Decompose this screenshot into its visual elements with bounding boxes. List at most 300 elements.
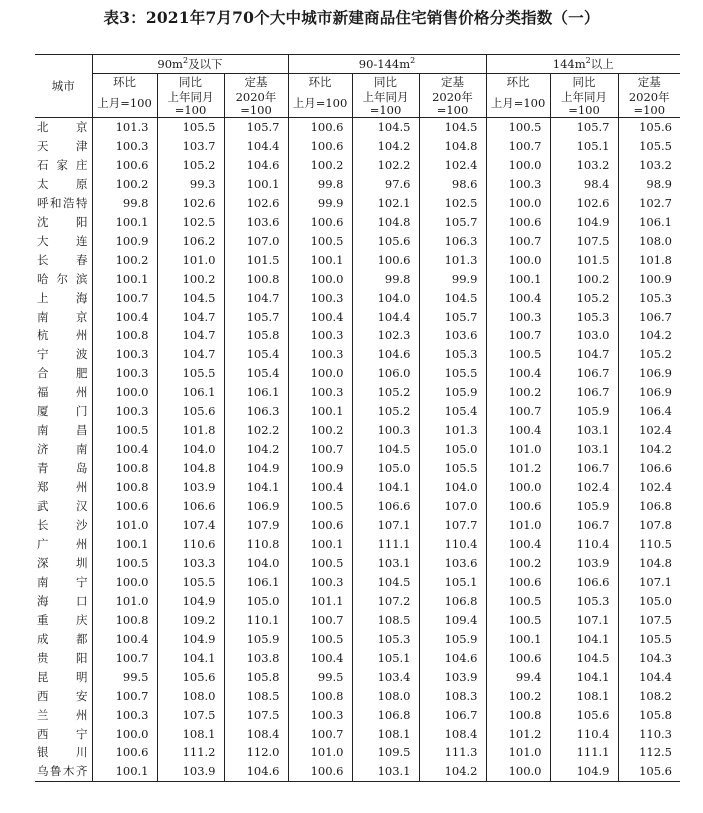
value-cell: 104.8 [618,554,680,573]
table-row [35,573,680,592]
value-cell: 105.7 [419,308,486,327]
base-header [618,90,680,118]
value-cell: 103.9 [550,554,618,573]
value-cell: 108.5 [224,687,288,706]
city-cell: 南宁 [37,574,88,589]
value-cell: 110.1 [224,611,288,630]
table-title: 表3：2021年7月70个大中城市新建商品住宅销售价格分类指数（一） [103,8,600,27]
value-cell: 100.1 [92,535,157,554]
value-cell: 105.6 [157,668,224,687]
base-header-line2: =100 [633,102,666,117]
value-cell: 102.3 [352,326,419,345]
value-cell: 98.9 [618,175,680,194]
value-cell: 106.7 [550,364,618,383]
value-cell: 111.1 [550,743,618,762]
table-row [35,706,680,725]
city-cell: 乌鲁木齐 [35,762,92,781]
value-cell: 100.3 [288,289,352,308]
value-cell: 105.8 [618,706,680,725]
city-cell: 西宁 [37,726,88,741]
table-row [35,270,680,289]
value-cell: 108.1 [550,687,618,706]
value-cell: 100.3 [92,364,157,383]
value-cell: 107.0 [419,497,486,516]
city-header: 城市 [35,54,92,118]
value-cell: 105.5 [419,459,486,478]
value-cell: 99.5 [92,668,157,687]
value-cell: 106.1 [618,213,680,232]
value-cell: 100.8 [92,459,157,478]
city-cell: 昆明 [37,669,88,684]
value-cell: 110.4 [419,535,486,554]
value-cell: 104.2 [419,762,486,781]
value-cell: 105.1 [550,137,618,156]
value-cell: 100.1 [92,270,157,289]
value-cell: 100.0 [288,364,352,383]
city-cell: 太原 [37,176,88,191]
value-cell: 100.6 [486,649,550,668]
value-cell: 100.7 [288,440,352,459]
value-cell: 100.7 [92,289,157,308]
value-cell: 105.6 [157,402,224,421]
value-cell: 104.5 [157,289,224,308]
table-row [35,137,680,156]
value-cell: 100.8 [92,478,157,497]
value-cell: 110.3 [618,725,680,744]
value-cell: 105.4 [419,402,486,421]
table-row [35,289,680,308]
value-cell: 100.2 [157,270,224,289]
value-cell: 100.1 [224,175,288,194]
sub-header: 同比 [550,74,618,91]
value-cell: 100.8 [288,687,352,706]
city-cell: 沈阳 [37,214,88,229]
value-cell: 104.9 [550,762,618,781]
value-cell: 100.6 [92,156,157,175]
value-cell: 107.0 [224,232,288,251]
sub-header: 环比 [288,74,352,91]
table-row [35,326,680,345]
value-cell: 101.0 [486,743,550,762]
value-cell: 100.0 [92,725,157,744]
city-cell: 上海 [37,290,88,305]
value-cell: 100.8 [486,706,550,725]
value-cell: 100.9 [92,232,157,251]
value-cell: 106.3 [419,232,486,251]
value-cell: 106.9 [618,364,680,383]
value-cell: 100.0 [486,156,550,175]
value-cell: 101.3 [419,251,486,270]
value-cell: 100.3 [486,175,550,194]
value-cell: 105.9 [224,630,288,649]
value-cell: 100.3 [288,706,352,725]
base-header [157,90,224,118]
value-cell: 107.5 [550,232,618,251]
value-cell: 108.0 [618,232,680,251]
value-cell: 100.7 [288,611,352,630]
value-cell: 100.6 [288,118,352,137]
value-cell: 106.6 [550,573,618,592]
value-cell: 101.8 [618,251,680,270]
value-cell: 100.5 [288,232,352,251]
value-cell: 105.8 [224,668,288,687]
value-cell: 99.8 [288,175,352,194]
value-cell: 103.1 [352,762,419,781]
table-row [35,687,680,706]
value-cell: 101.0 [92,516,157,535]
base-header [486,90,550,118]
value-cell: 100.9 [288,459,352,478]
value-cell: 104.1 [157,649,224,668]
value-cell: 103.0 [550,326,618,345]
base-header-line1: 上年同月 [167,89,214,104]
city-cell: 兰州 [37,707,88,722]
value-cell: 108.1 [157,725,224,744]
table-row [35,592,680,611]
value-cell: 101.8 [157,421,224,440]
value-cell: 100.0 [486,194,550,213]
value-cell: 112.0 [224,743,288,762]
value-cell: 106.3 [224,402,288,421]
value-cell: 100.7 [92,649,157,668]
value-cell: 103.7 [157,137,224,156]
value-cell: 100.2 [288,421,352,440]
value-cell: 106.6 [352,497,419,516]
value-cell: 104.7 [157,308,224,327]
value-cell: 100.3 [486,308,550,327]
value-cell: 109.5 [352,743,419,762]
value-cell: 100.6 [92,497,157,516]
value-cell: 100.7 [288,725,352,744]
value-cell: 100.7 [486,232,550,251]
value-cell: 100.0 [288,270,352,289]
base-header-line2: =100 [436,102,469,117]
value-cell: 100.4 [288,649,352,668]
value-cell: 106.7 [550,459,618,478]
base-header-line1: 上年同月 [561,89,607,104]
value-cell: 106.6 [618,459,680,478]
value-cell: 100.1 [288,402,352,421]
value-cell: 100.8 [92,611,157,630]
table-row [35,364,680,383]
value-cell: 100.5 [486,118,550,137]
value-cell: 100.3 [92,137,157,156]
value-cell: 105.2 [352,383,419,402]
table-row [35,743,680,762]
value-cell: 105.3 [550,592,618,611]
value-cell: 100.5 [486,345,550,364]
value-cell: 105.5 [157,364,224,383]
value-cell: 104.5 [352,118,419,137]
value-cell: 105.0 [352,459,419,478]
value-cell: 99.9 [419,270,486,289]
value-cell: 105.7 [224,118,288,137]
value-cell: 103.4 [352,668,419,687]
value-cell: 105.5 [157,573,224,592]
value-cell: 100.4 [486,289,550,308]
table-header [35,54,680,118]
table-row [35,668,680,687]
value-cell: 106.6 [157,497,224,516]
value-cell: 101.2 [486,725,550,744]
value-cell: 106.2 [157,232,224,251]
value-cell: 111.2 [157,743,224,762]
city-cell: 武汉 [37,499,88,514]
table-row [35,213,680,232]
value-cell: 100.7 [486,402,550,421]
base-header-line2: =100 [369,102,402,117]
value-cell: 100.6 [486,213,550,232]
value-cell: 98.6 [419,175,486,194]
table-row [35,762,680,781]
value-cell: 105.8 [224,326,288,345]
city-cell: 呼和浩特 [37,195,88,210]
value-cell: 105.5 [157,118,224,137]
value-cell: 100.3 [92,706,157,725]
table-row [35,345,680,364]
base-header [92,90,157,118]
value-cell: 104.0 [419,478,486,497]
value-cell: 105.3 [419,345,486,364]
value-cell: 100.5 [288,554,352,573]
city-cell: 石家庄 [37,157,88,172]
city-cell: 厦门 [37,404,88,419]
base-header-line2: =100 [568,102,600,117]
value-cell: 104.4 [224,137,288,156]
base-header-line1: 上月=100 [490,96,546,110]
value-cell: 102.6 [224,194,288,213]
city-cell: 杭州 [37,328,88,343]
value-cell: 105.3 [618,289,680,308]
base-header [352,90,419,118]
value-cell: 105.6 [618,762,680,781]
value-cell: 100.2 [92,175,157,194]
city-cell: 深圳 [37,555,88,570]
value-cell: 100.1 [486,630,550,649]
value-cell: 107.4 [157,516,224,535]
base-header-line1: 2020年 [432,89,473,104]
value-cell: 106.9 [618,383,680,402]
value-cell: 100.0 [486,251,550,270]
value-cell: 100.1 [92,762,157,781]
value-cell: 108.3 [419,687,486,706]
value-cell: 106.0 [352,364,419,383]
value-cell: 100.6 [288,137,352,156]
value-cell: 109.2 [157,611,224,630]
value-cell: 100.2 [486,554,550,573]
sub-header: 同比 [352,74,419,91]
value-cell: 97.6 [352,175,419,194]
value-cell: 106.9 [224,497,288,516]
city-cell: 大连 [37,233,88,248]
value-cell: 100.1 [288,251,352,270]
value-cell: 102.7 [618,194,680,213]
value-cell: 105.9 [550,497,618,516]
table-row [35,478,680,497]
value-cell: 103.9 [419,668,486,687]
city-cell: 济南 [37,442,88,457]
value-cell: 107.9 [224,516,288,535]
value-cell: 100.0 [92,383,157,402]
value-cell: 100.8 [92,326,157,345]
value-cell: 100.9 [618,270,680,289]
value-cell: 103.3 [157,554,224,573]
city-cell: 合肥 [37,366,88,381]
table-row [35,194,680,213]
value-cell: 99.3 [157,175,224,194]
value-cell: 105.4 [224,364,288,383]
value-cell: 101.3 [92,118,157,137]
value-cell: 110.6 [157,535,224,554]
value-cell: 101.0 [486,516,550,535]
value-cell: 104.9 [157,592,224,611]
city-cell: 西安 [37,688,88,703]
base-header-line1: 2020年 [628,89,670,104]
value-cell: 106.8 [618,497,680,516]
value-cell: 110.8 [224,535,288,554]
value-cell: 106.7 [618,308,680,327]
value-cell: 104.6 [224,156,288,175]
value-cell: 100.7 [486,326,550,345]
value-cell: 104.5 [419,289,486,308]
sub-header: 定基 [419,74,486,91]
value-cell: 104.6 [419,649,486,668]
value-cell: 105.6 [550,706,618,725]
value-cell: 100.0 [486,478,550,497]
table-row [35,725,680,744]
value-cell: 100.1 [92,213,157,232]
value-cell: 104.6 [352,345,419,364]
value-cell: 103.2 [550,156,618,175]
base-header [419,90,486,118]
value-cell: 104.8 [157,459,224,478]
value-cell: 106.4 [618,402,680,421]
value-cell: 105.9 [419,630,486,649]
value-cell: 105.7 [224,308,288,327]
value-cell: 100.6 [486,573,550,592]
value-cell: 102.1 [352,194,419,213]
table-row [35,402,680,421]
price-index-table [35,54,680,782]
value-cell: 100.2 [486,383,550,402]
value-cell: 103.6 [419,554,486,573]
value-cell: 103.1 [550,440,618,459]
sub-header: 环比 [486,74,550,91]
table-row [35,497,680,516]
value-cell: 108.1 [352,725,419,744]
value-cell: 104.7 [550,345,618,364]
value-cell: 107.1 [550,611,618,630]
value-cell: 102.5 [157,213,224,232]
base-header [224,90,288,118]
value-cell: 99.5 [288,668,352,687]
value-cell: 106.1 [224,383,288,402]
value-cell: 104.0 [157,440,224,459]
value-cell: 102.6 [157,194,224,213]
value-cell: 100.6 [352,251,419,270]
value-cell: 100.7 [92,687,157,706]
value-cell: 106.1 [157,383,224,402]
value-cell: 104.2 [618,440,680,459]
table-row [35,175,680,194]
value-cell: 104.1 [352,478,419,497]
value-cell: 101.0 [92,592,157,611]
base-header [550,90,618,118]
value-cell: 100.7 [486,137,550,156]
value-cell: 104.2 [618,326,680,345]
table-row [35,611,680,630]
value-cell: 100.4 [486,535,550,554]
value-cell: 100.4 [288,308,352,327]
value-cell: 102.2 [224,421,288,440]
city-cell: 广州 [37,536,88,551]
value-cell: 100.2 [92,251,157,270]
base-header-line1: 上月=100 [292,96,348,110]
city-cell: 南昌 [37,423,88,438]
value-cell: 105.7 [419,213,486,232]
value-cell: 105.6 [352,232,419,251]
value-cell: 105.0 [419,440,486,459]
city-cell: 郑州 [37,480,88,495]
value-cell: 105.9 [419,383,486,402]
value-cell: 100.3 [288,573,352,592]
table-row [35,421,680,440]
value-cell: 102.4 [618,421,680,440]
value-cell: 104.2 [224,440,288,459]
value-cell: 106.1 [224,573,288,592]
value-cell: 100.5 [92,554,157,573]
city-cell: 青岛 [37,461,88,476]
city-cell: 海口 [37,593,88,608]
value-cell: 100.1 [486,270,550,289]
table-row [35,156,680,175]
value-cell: 108.4 [419,725,486,744]
value-cell: 100.3 [288,383,352,402]
group-header: $90m^2$及以下 [92,54,288,74]
value-cell: 111.3 [419,743,486,762]
value-cell: 100.3 [92,345,157,364]
value-cell: 104.7 [157,345,224,364]
value-cell: 105.3 [550,308,618,327]
value-cell: 100.5 [92,421,157,440]
table-body [35,118,680,782]
value-cell: 104.5 [352,573,419,592]
value-cell: 103.1 [550,421,618,440]
value-cell: 99.8 [352,270,419,289]
value-cell: 100.4 [486,421,550,440]
value-cell: 100.6 [486,497,550,516]
value-cell: 107.7 [419,516,486,535]
city-cell: 成都 [37,631,88,646]
value-cell: 100.2 [550,270,618,289]
city-cell: 哈尔滨 [37,271,88,286]
base-header-line1: 上月=100 [97,96,152,110]
value-cell: 100.4 [486,364,550,383]
value-cell: 105.4 [224,345,288,364]
base-header-line2: =100 [240,102,272,117]
value-cell: 101.2 [486,459,550,478]
city-cell: 北京 [37,120,88,134]
table-row [35,630,680,649]
value-cell: 112.5 [618,743,680,762]
value-cell: 100.4 [288,478,352,497]
base-header-line1: 2020年 [235,89,277,104]
value-cell: 99.9 [288,194,352,213]
value-cell: 101.0 [486,440,550,459]
group-header: $144m^2$以上 [486,54,680,74]
value-cell: 103.2 [618,156,680,175]
value-cell: 103.9 [157,762,224,781]
